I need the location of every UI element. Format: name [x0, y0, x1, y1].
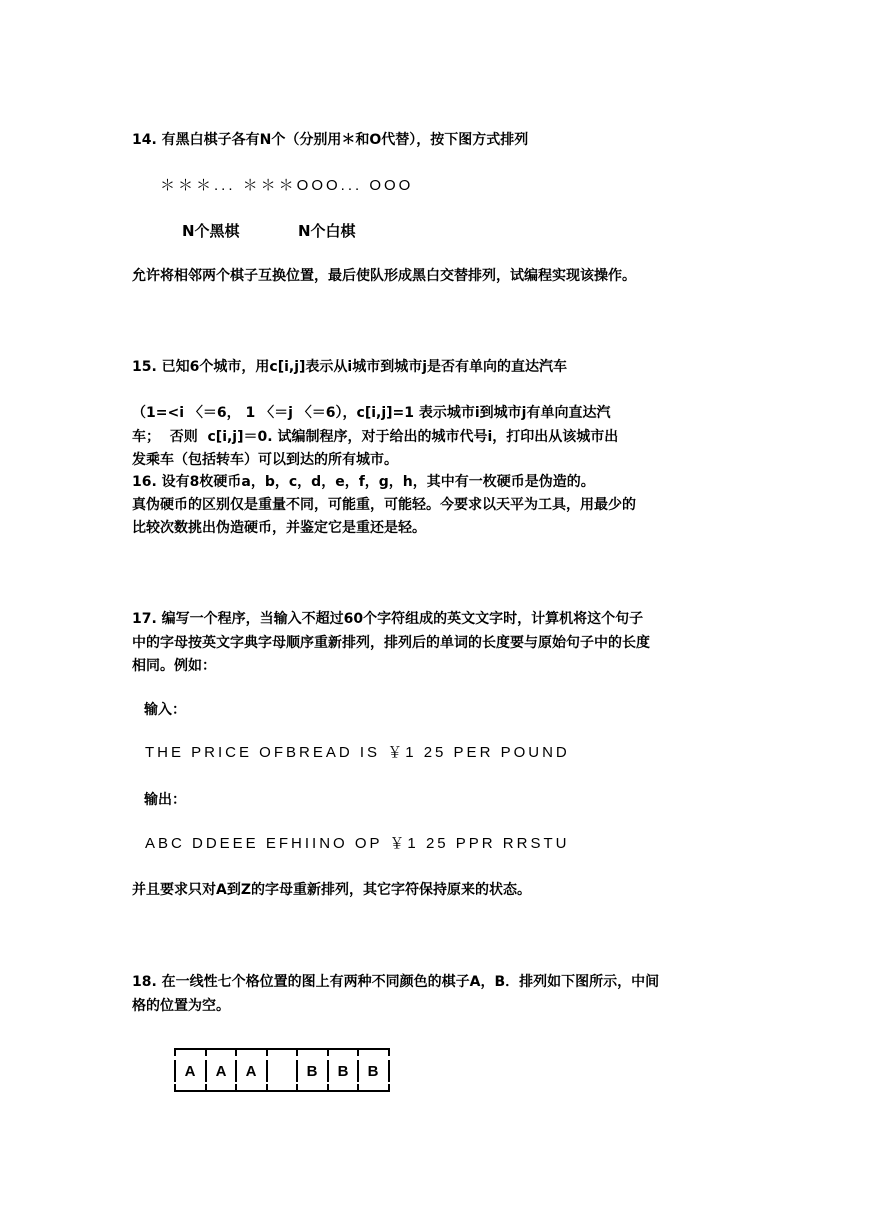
p17-line2: 中的字母按英文字典字母顺序重新排列，排列后的单词的长度要与原始句子中的长度 — [132, 635, 650, 651]
board-tick-top — [327, 1048, 329, 1056]
board-tick-top — [205, 1048, 207, 1056]
board-tick-top — [266, 1048, 268, 1056]
p14-black-label: N个黑棋 — [182, 222, 240, 240]
board-tick-bottom — [266, 1084, 268, 1092]
board-tick-bottom — [205, 1084, 207, 1092]
board-tick-bottom — [296, 1084, 298, 1092]
board-cell: B — [367, 1063, 379, 1080]
board-tick-bottom — [235, 1084, 237, 1092]
p16-line1: 16. 设有8枚硬币a，b，c，d，e，f，g，h，其中有一枚硬币是伪造的。 — [132, 474, 595, 490]
p17-line1: 17. 编写一个程序，当输入不超过60个字符组成的英文文字时，计算机将这个句子 — [132, 611, 644, 627]
board-tick-bottom — [327, 1084, 329, 1092]
p14-sequence: ＊＊＊... ＊＊＊OOO... OOO — [160, 177, 414, 194]
p15-line4: 发乘车（包括转车）可以到达的所有城市。 — [132, 452, 398, 468]
board-cell: A — [215, 1063, 227, 1080]
board-tick-top — [235, 1048, 237, 1056]
p14-white-label: N个白棋 — [298, 222, 356, 240]
p15-line1: 15. 已知6个城市，用c[i,j]表示从i城市到城市j是否有单向的直达汽车 — [132, 359, 568, 375]
board-cell — [267, 1061, 297, 1083]
seven-cell-board — [174, 1046, 390, 1096]
board-tick-top — [388, 1048, 390, 1056]
board-cell: A — [245, 1063, 257, 1080]
p17-note: 并且要求只对A到Z的字母重新排列，其它字符保持原来的状态。 — [132, 882, 531, 898]
p17-input-value: THE PRICE OFBREAD IS ￥1 25 PER POUND — [145, 744, 570, 761]
p14-line1: 14. 有黑白棋子各有N个（分别用＊和O代替），按下图方式排列 — [132, 132, 529, 148]
board-cell-separator — [388, 1060, 390, 1082]
board-cell: B — [306, 1063, 318, 1080]
p18-line1: 18. 在一线性七个格位置的图上有两种不同颜色的棋子A，B．排列如下图所示，中间 — [132, 974, 660, 990]
board-cell: B — [337, 1063, 349, 1080]
p16-line3: 比较次数挑出伪造硬币，并鉴定它是重还是轻。 — [132, 520, 426, 536]
p16-line2: 真伪硬币的区别仅是重量不同，可能重，可能轻。今要求以天平为工具，用最少的 — [132, 497, 636, 513]
board-tick-top — [296, 1048, 298, 1056]
p17-line3: 相同。例如： — [132, 658, 216, 674]
p14-line4: 允许将相邻两个棋子互换位置，最后使队形成黑白交替排列，试编程实现该操作。 — [132, 268, 636, 284]
p15-line3: 车； 否则 c[i,j]＝0. 试编制程序，对于给出的城市代号i，打印出从该城市出 — [132, 429, 619, 445]
p17-output-label: 输出： — [144, 792, 186, 808]
board-tick-bottom — [388, 1084, 390, 1092]
p17-output-value: ABC DDEEE EFHIINO OP ￥1 25 PPR RRSTU — [145, 835, 570, 852]
p18-line2: 格的位置为空。 — [132, 998, 230, 1014]
p17-input-label: 输入： — [144, 702, 186, 718]
board-tick-top — [174, 1048, 176, 1056]
board-tick-top — [357, 1048, 359, 1056]
board-cell: A — [184, 1063, 196, 1080]
p15-line2: （1=<i 〈＝6， 1 〈＝j 〈＝6），c[i,j]=1 表示城市i到城市j有单向直达汽 — [132, 405, 611, 421]
board-tick-bottom — [174, 1084, 176, 1092]
board-tick-bottom — [357, 1084, 359, 1092]
